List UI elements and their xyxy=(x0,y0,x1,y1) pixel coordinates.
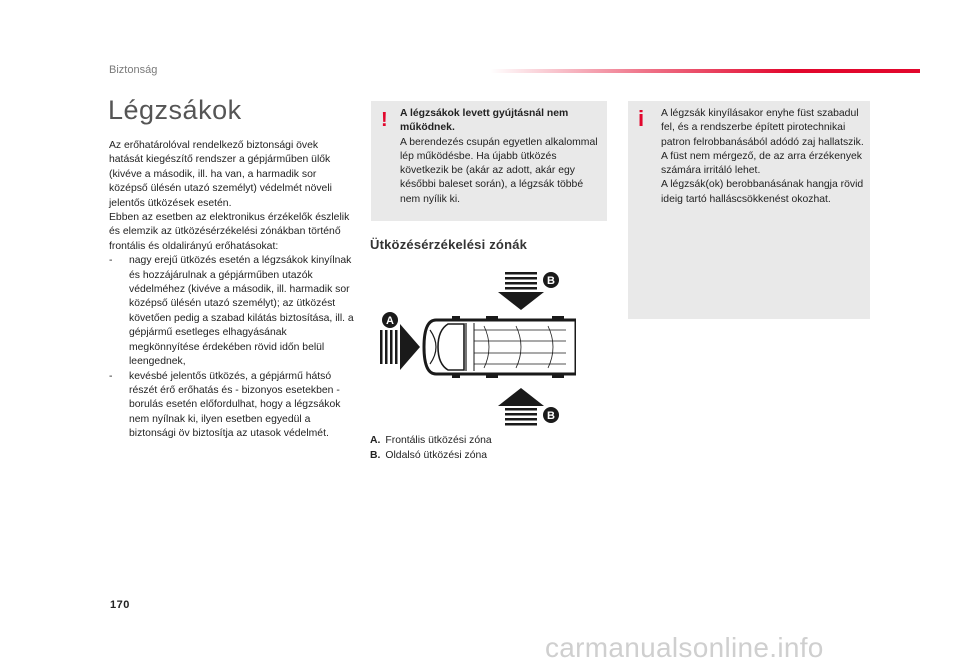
list-dash: - xyxy=(109,255,113,267)
zone-label-b-top xyxy=(543,272,559,288)
front-arrow xyxy=(380,324,420,370)
svg-text:B: B xyxy=(547,410,555,422)
list-dash: - xyxy=(109,370,113,382)
legend-item xyxy=(370,433,492,448)
info-icon: i xyxy=(638,106,645,131)
zones-title: Ütközésérzékelési zónák xyxy=(370,237,528,252)
header-accent-bar xyxy=(490,69,920,73)
page-number: 170 xyxy=(110,599,130,611)
list-item-text: nagy erejű ütközés esetén a légzsákok kinyílnak és hozzájárulnak a gépjárműben utazók védelméhez (kivéve a második, ill. harmadik sor középső ülésén utazó személyt); az ütközést követően pedig a szabad kilátás biztosítása, ill. a gépjármű esetleges elhagyásának megkönnyítése érdekében rövid időn belül leengednek, xyxy=(129,255,354,368)
info-line-2: A füst nem mérgező, de az arra érzékenyek számára irritáló lehet. xyxy=(661,150,862,177)
van-top-view xyxy=(424,316,576,378)
info-line-1: A légzsák kinyílásakor enyhe füst szabadul fel, és a rendszerbe épített pirotechnikai patron felrobbanásából adódó zaj hallatszik. xyxy=(661,108,864,148)
intro-text xyxy=(109,139,355,442)
info-line-3: A légzsák(ok) berobbanásának hangja rövid ideig tartó halláscsökkenést okozhat. xyxy=(661,179,864,205)
intro-paragraph-2: Ebben az esetben az elektronikus érzékelők észlelik és elemzik az ütközésérzékelési zónákban történő frontális és oldalirányú erőhatásokat: xyxy=(109,212,350,252)
legend-key: A. xyxy=(370,435,381,446)
info-text xyxy=(661,107,864,207)
legend-item xyxy=(370,448,492,463)
warning-bold-text: A légzsákok levett gyújtásnál nem működnek. xyxy=(400,108,569,134)
legend-key: B. xyxy=(370,450,381,461)
info-box xyxy=(628,101,870,319)
intro-paragraph-1: Az erőhatárolóval rendelkező biztonsági övek hatását kiegészítő rendszer a gépjárműben ülők (kivéve a második, ill. ha van, a harmadik sor középső ülésén utazó személyt) védelmét növeli jelentős ütközések esetén. xyxy=(109,140,332,209)
warning-body-text: A berendezés csupán egyetlen alkalommal lép működésbe. Ha újabb ütközés következik be (akár az adott, akár egy későbbi baleset során), a légzsák többé nem nyílik ki. xyxy=(400,136,598,205)
watermark: carmanualsonline.info xyxy=(545,632,824,663)
legend-text: Frontális ütközési zóna xyxy=(385,435,492,446)
exclamation-icon: ! xyxy=(381,109,388,131)
zones-legend xyxy=(370,433,492,463)
svg-text:A: A xyxy=(386,315,394,327)
zone-label-a xyxy=(382,312,398,328)
warning-text xyxy=(400,107,600,207)
effects-list xyxy=(109,254,355,441)
section-label: Biztonság xyxy=(109,64,158,76)
list-item xyxy=(109,370,355,442)
svg-text:B: B xyxy=(547,275,555,287)
list-item xyxy=(109,254,355,369)
zone-label-b-bottom xyxy=(543,407,559,423)
legend-text: Oldalsó ütközési zóna xyxy=(385,450,488,461)
side-arrow-top xyxy=(498,272,544,310)
side-arrow-bottom xyxy=(498,388,544,426)
impact-zones-diagram xyxy=(376,268,576,426)
warning-box xyxy=(371,101,607,221)
list-item-text: kevésbé jelentős ütközés, a gépjármű hátsó részét érő erőhatás és - bizonyos esetekben - borulás esetén előfordulhat, hogy a légzsákok nem nyílnak ki, ilyen esetben egyedül a biztonsági öv biztosítja az utasok védelmét. xyxy=(129,370,341,440)
page-title: Légzsákok xyxy=(108,95,242,125)
